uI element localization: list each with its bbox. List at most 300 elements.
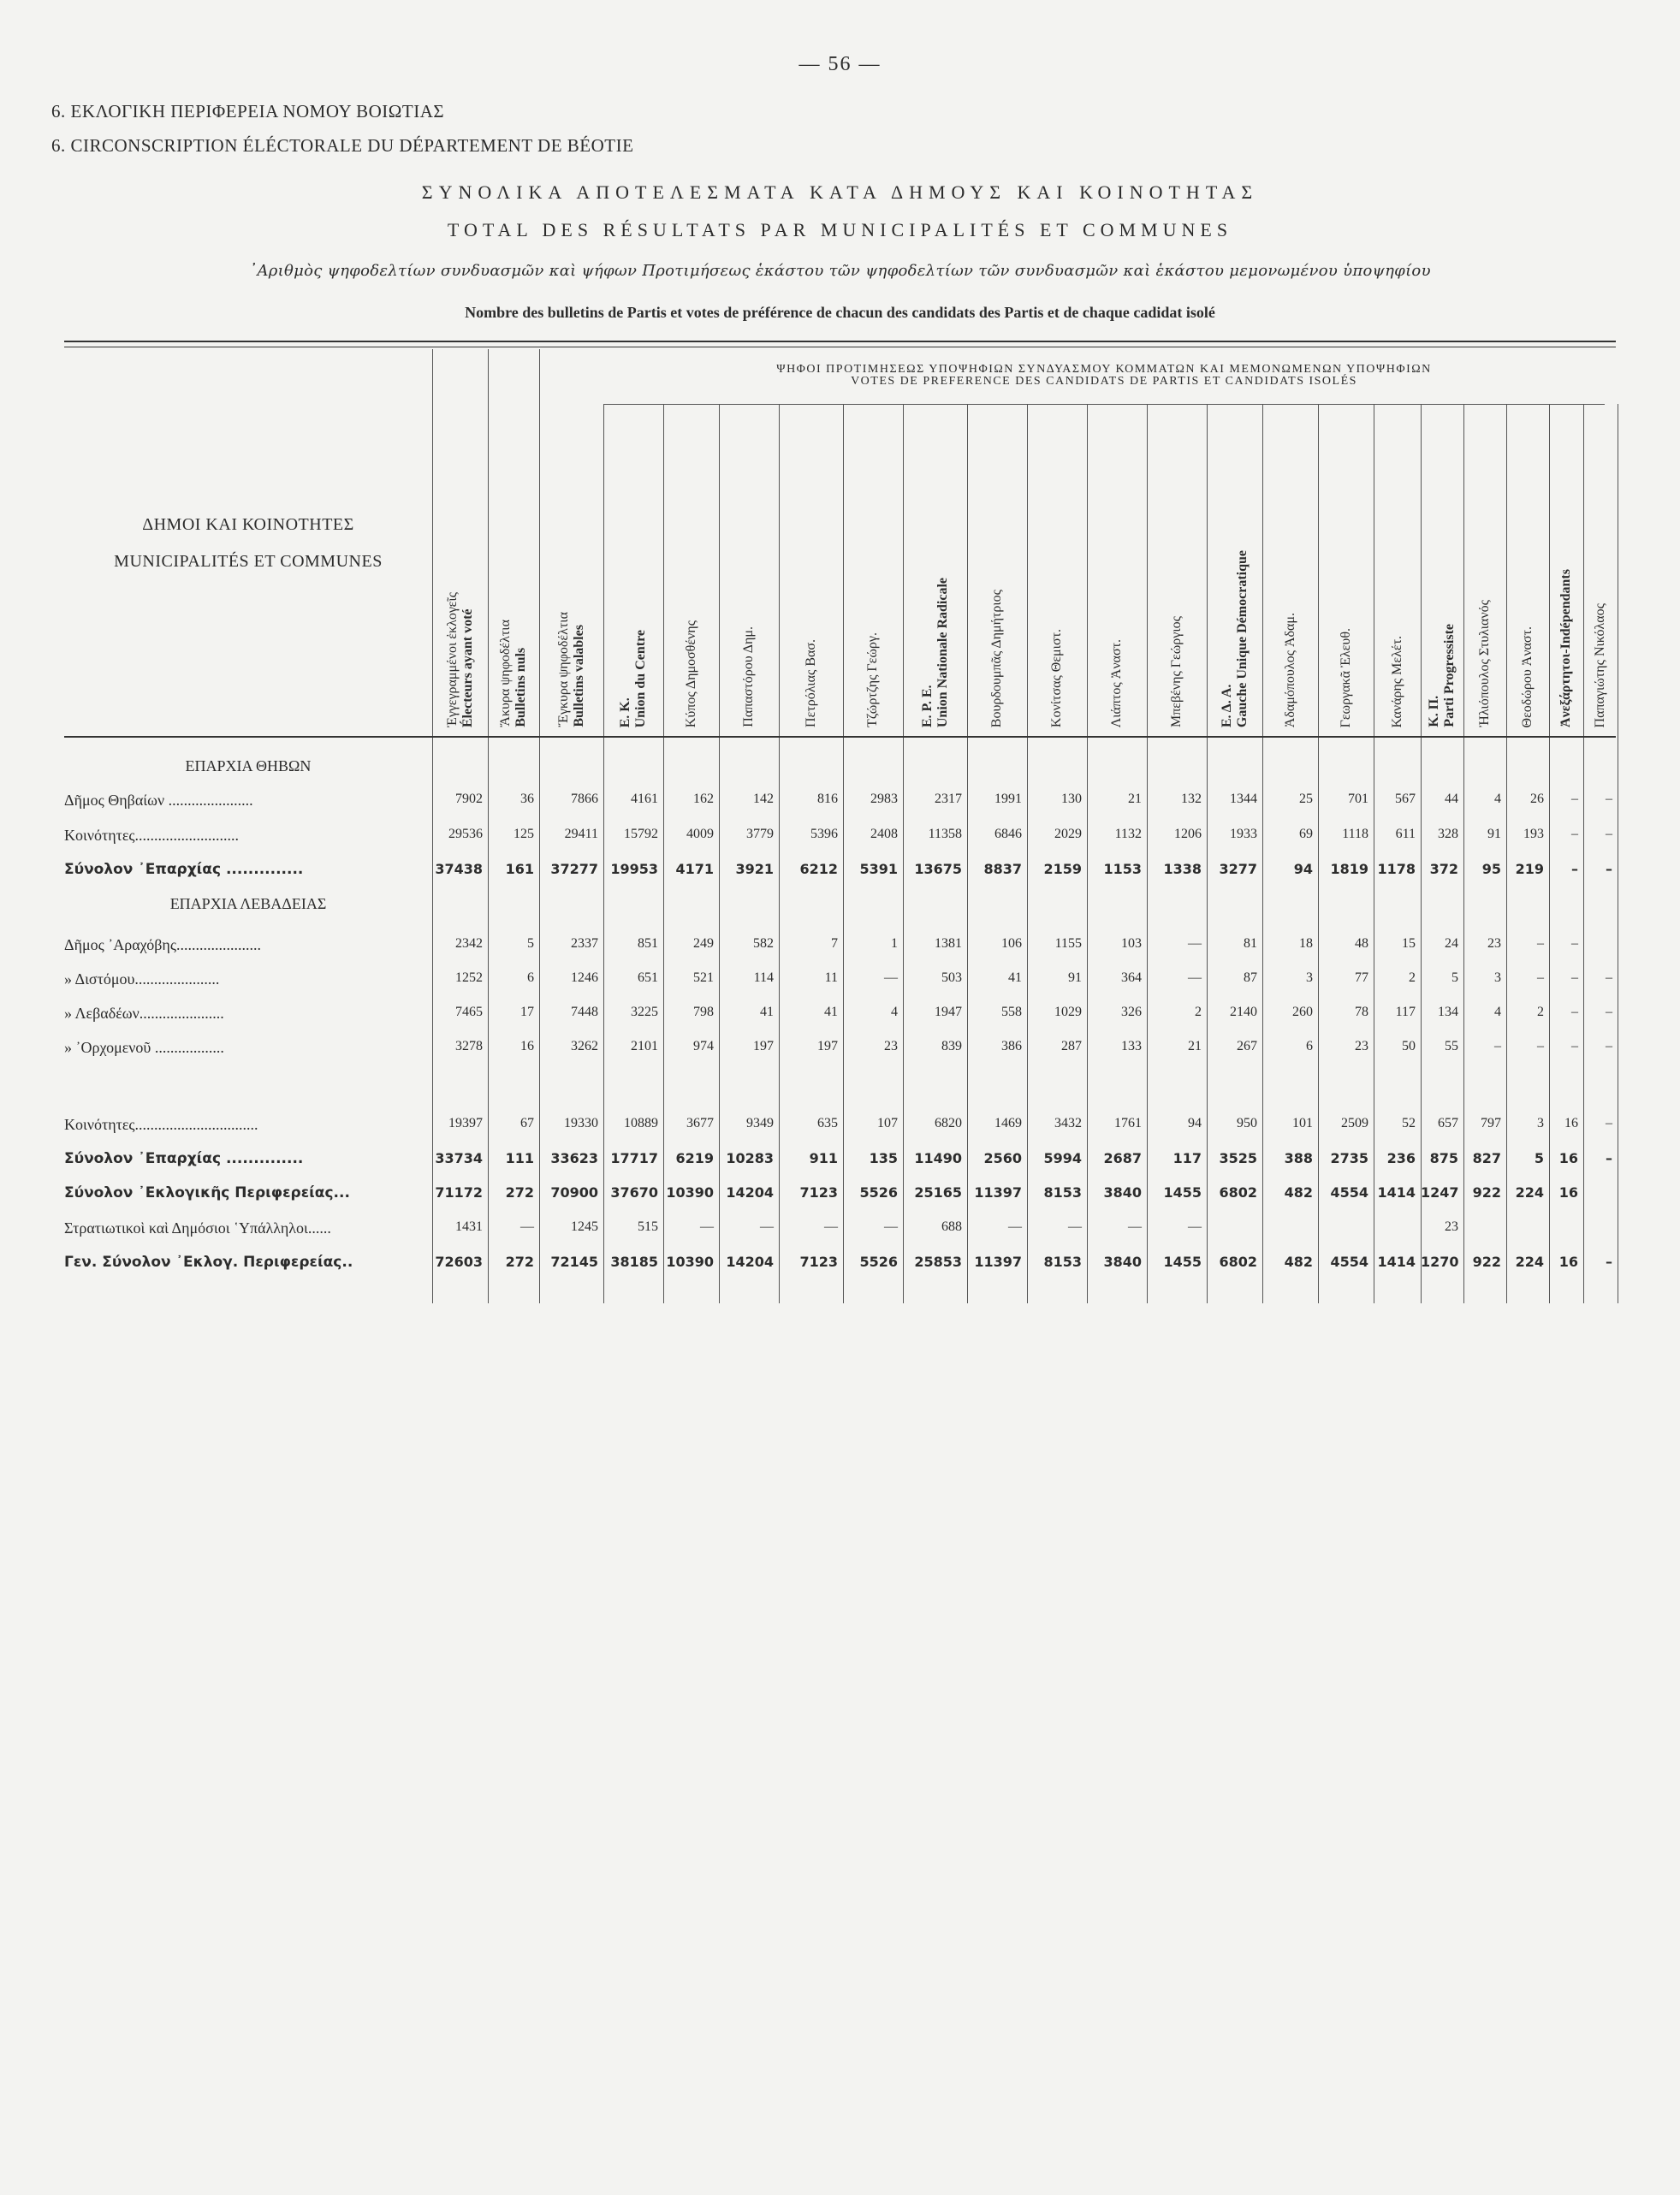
column-header-line1: Θεοδώρου Ἀναστ. [1520, 626, 1535, 727]
table-cell: 2 [1195, 1005, 1202, 1019]
table-row [0, 1150, 1680, 1184]
top-rule [64, 341, 1616, 342]
table-cell: – [1606, 792, 1612, 806]
table-cell: 1 [891, 936, 898, 951]
row-label: » ᾿Ορχομενοῦ .................. [64, 1039, 224, 1056]
table-cell: 797 [1481, 1116, 1501, 1130]
column-header-line1: Ε. Ρ. Ε. [919, 685, 935, 727]
table-cell: – [1606, 861, 1612, 877]
heading-greek: 6. ΕΚΛΟΓΙΚΗ ΠΕΡΙΦΕΡΕΙΑ ΝΟΜΟΥ ΒΟΙΩΤΙΑΣ [51, 101, 445, 122]
column-header [1477, 600, 1493, 727]
table-cell: 41 [1008, 970, 1022, 985]
table-cell: 5396 [810, 827, 838, 841]
table-cell: 7465 [455, 1005, 483, 1019]
table-cell: 651 [638, 970, 658, 985]
table-cell: 135 [869, 1150, 898, 1166]
table-cell: 503 [941, 970, 962, 985]
table-cell: 1206 [1174, 827, 1202, 841]
table-cell: 17717 [610, 1150, 658, 1166]
column-header [1390, 636, 1405, 728]
table-cell: 91 [1487, 827, 1501, 841]
table-cell: 41 [760, 1005, 774, 1019]
table-cell: 106 [1001, 936, 1022, 951]
table-cell: 52 [1402, 1116, 1416, 1130]
table-cell: 133 [1121, 1039, 1142, 1053]
table-cell: 260 [1292, 1005, 1313, 1019]
table-cell: 7902 [455, 792, 483, 806]
table-cell: 132 [1181, 792, 1202, 806]
table-cell: – [1494, 1039, 1501, 1053]
table-cell: 55 [1445, 1039, 1458, 1053]
table-cell: 5526 [859, 1184, 898, 1201]
table-cell: 6 [527, 970, 534, 985]
table-cell: 77 [1355, 970, 1368, 985]
table-cell: — [884, 970, 898, 985]
table-cell: 25 [1299, 792, 1313, 806]
table-cell: 3262 [571, 1039, 598, 1053]
table-cell: 70900 [550, 1184, 598, 1201]
table-cell: 10390 [666, 1184, 714, 1201]
table-cell: 224 [1515, 1184, 1544, 1201]
table-cell: 567 [1395, 792, 1416, 806]
table-cell: 364 [1121, 970, 1142, 985]
table-cell: 10889 [624, 1116, 658, 1130]
table-cell: – [1606, 1116, 1612, 1130]
table-cell: 5526 [859, 1254, 898, 1270]
table-cell: 611 [1395, 827, 1416, 841]
table-cell: 482 [1284, 1254, 1313, 1270]
table-cell: 130 [1061, 792, 1082, 806]
table-cell: 18 [1299, 936, 1313, 951]
column-header [1169, 616, 1184, 727]
table-cell: 5 [1451, 970, 1458, 985]
column-header-line2: Électeurs ayant voté [460, 608, 475, 727]
table-cell: 1431 [455, 1219, 483, 1234]
table-cell: 657 [1438, 1116, 1458, 1130]
table-cell: – [1571, 1039, 1578, 1053]
table-cell: 16 [1558, 1184, 1578, 1201]
table-cell: – [1537, 970, 1544, 985]
table-cell: 26 [1530, 792, 1544, 806]
table-cell: 13675 [914, 861, 962, 877]
table-cell: 5 [1534, 1150, 1544, 1166]
table-cell: 4161 [631, 792, 658, 806]
column-header-line1: Ἄκυρα ψηφοδέλτια [498, 620, 513, 727]
table-cell: 911 [809, 1150, 838, 1166]
table-cell: 15792 [624, 827, 658, 841]
table-cell: 6219 [675, 1150, 714, 1166]
table-cell: – [1606, 1254, 1612, 1270]
table-cell: 3525 [1219, 1150, 1257, 1166]
table-cell: 974 [693, 1039, 714, 1053]
title-greek: ΣΥΝΟΛΙΚΑ ΑΠΟΤΕΛΕΣΜΑΤΑ ΚΑΤΑ ΔΗΜΟΥΣ ΚΑΙ ΚΟΙΝΟΤΗΤΑΣ [421, 181, 1259, 203]
table-row [0, 1184, 1680, 1219]
table-cell: 2687 [1103, 1150, 1142, 1166]
column-header [1283, 613, 1298, 727]
row-label: Στρατιωτικοὶ καὶ Δημόσιοι ῾Υπάλληλοι...... [64, 1219, 331, 1237]
table-cell: 816 [817, 792, 838, 806]
page-number: — 56 — [798, 53, 882, 75]
table-cell: 1933 [1230, 827, 1257, 841]
table-cell: 6 [1306, 1039, 1313, 1053]
table-cell: 87 [1244, 970, 1257, 985]
table-cell: — [1188, 1219, 1202, 1234]
table-cell: — [1188, 936, 1202, 951]
table-cell: 1991 [994, 792, 1022, 806]
table-cell: 8837 [983, 861, 1022, 877]
table-cell: 7123 [799, 1254, 838, 1270]
column-header [445, 592, 476, 727]
table-cell: 1029 [1054, 1005, 1082, 1019]
table-cell: 2140 [1230, 1005, 1257, 1019]
table-cell: 482 [1284, 1184, 1313, 1201]
title-french: TOTAL DES RÉSULTATS PAR MUNICIPALITÉS ET COMMUNES [447, 219, 1233, 240]
table-cell: 107 [877, 1116, 898, 1130]
table-cell: 16 [1558, 1150, 1578, 1166]
table-cell: 688 [941, 1219, 962, 1234]
table-cell: 2 [1537, 1005, 1544, 1019]
table-cell: 1761 [1114, 1116, 1142, 1130]
table-cell: 1118 [1342, 827, 1368, 841]
column-header-line1: Ἀδαμόπουλος Ἀδαμ. [1282, 612, 1297, 727]
table-cell: 827 [1472, 1150, 1501, 1166]
table-cell: 21 [1128, 792, 1142, 806]
table-cell: 14204 [726, 1254, 774, 1270]
table-cell: – [1606, 1150, 1612, 1166]
column-header-line2: Parti Progressiste [1442, 624, 1457, 727]
heading-french: 6. CIRCONSCRIPTION ÉLÉCTORALE DU DÉPARTEMENT DE BÉOTIE [51, 135, 634, 156]
column-header-line2: Bulletins valables [571, 625, 586, 727]
table-cell: 1153 [1103, 861, 1142, 877]
table-cell: 37438 [435, 861, 483, 877]
table-cell: 15 [1402, 936, 1416, 951]
table-cell: 582 [753, 936, 774, 951]
table-cell: – [1606, 1005, 1612, 1019]
table-cell: – [1606, 827, 1612, 841]
table-cell: — [1188, 970, 1202, 985]
column-header [1049, 629, 1065, 727]
column-header [1427, 624, 1457, 727]
table-cell: 635 [817, 1116, 838, 1130]
table-cell: 134 [1438, 1005, 1458, 1019]
table-cell: – [1537, 1039, 1544, 1053]
table-cell: 224 [1515, 1254, 1544, 1270]
table-cell: 236 [1386, 1150, 1416, 1166]
table-cell: 2509 [1341, 1116, 1368, 1130]
column-header-line1: Λιάπτος Ἀναστ. [1109, 638, 1124, 727]
table-cell: 48 [1355, 936, 1368, 951]
table-cell: — [824, 1219, 838, 1234]
table-cell: 16 [1558, 1254, 1578, 1270]
table-cell: 3432 [1054, 1116, 1082, 1130]
table-cell: 839 [941, 1039, 962, 1053]
table-cell: – [1571, 1005, 1578, 1019]
column-header [618, 630, 649, 727]
row-label: Κοινότητες................................ [64, 1116, 258, 1133]
group-header-french: VOTES DE PREFERENCE DES CANDIDATS DE PARTIS ET CANDIDATS ISOLÉS [851, 375, 1357, 388]
table-cell: 1469 [994, 1116, 1022, 1130]
table-cell: 37277 [550, 861, 598, 877]
section-title: ΕΠΑΡΧΙΑ ΘΗΒΩΝ [185, 757, 312, 774]
table-row [0, 936, 1680, 970]
table-cell: 1178 [1377, 861, 1416, 877]
table-cell: 36 [520, 792, 534, 806]
row-label: Σύνολον ᾿Επαρχίας .............. [64, 1150, 304, 1167]
table-cell: 16 [1564, 1116, 1578, 1130]
table-cell: 922 [1472, 1184, 1501, 1201]
table-cell: 72145 [550, 1254, 598, 1270]
column-header-line2: Union du Centre [633, 629, 648, 727]
table-cell: 3277 [1219, 861, 1257, 877]
table-cell: 851 [638, 936, 658, 951]
column-header-line1: Τζώρτζης Γεώργ. [865, 632, 880, 727]
table-cell: — [1008, 1219, 1022, 1234]
table-cell: 8153 [1043, 1184, 1082, 1201]
table-cell: 9349 [746, 1116, 774, 1130]
table-cell: 81 [1244, 936, 1257, 951]
table-cell: 19953 [610, 861, 658, 877]
column-header [556, 612, 587, 727]
table-cell: 2 [1409, 970, 1416, 985]
table-cell: 2317 [935, 792, 962, 806]
column-header [804, 639, 819, 727]
table-cell: 94 [1293, 861, 1313, 877]
table-cell: 17 [520, 1005, 534, 1019]
column-header-line1: Γεωργακᾶ Ἐλευθ. [1338, 627, 1353, 727]
table-cell: 1338 [1163, 861, 1202, 877]
section-row [0, 895, 1680, 929]
table-cell: 25853 [914, 1254, 962, 1270]
table-cell: 29411 [564, 827, 598, 841]
table-cell: 6802 [1219, 1254, 1257, 1270]
table-cell: 3 [1306, 970, 1313, 985]
row-label: Σύνολον ᾿Επαρχίας .............. [64, 861, 304, 878]
table-cell: — [760, 1219, 774, 1234]
table-cell: 1414 [1377, 1184, 1416, 1201]
table-cell: 2735 [1330, 1150, 1368, 1166]
table-cell: 798 [693, 1005, 714, 1019]
table-cell: 7 [831, 936, 838, 951]
table-cell: 4554 [1330, 1184, 1368, 1201]
table-cell: 29536 [448, 827, 483, 841]
row-label: » Λεβαδέων...................... [64, 1005, 224, 1022]
table-cell: 272 [505, 1184, 534, 1201]
column-header-line1: Ἐγγεγραμμένοι ἐκλογεῖς [444, 591, 460, 727]
table-cell: 2101 [631, 1039, 658, 1053]
table-cell: 558 [1001, 1005, 1022, 1019]
table-cell: 24 [1445, 936, 1458, 951]
table-cell: 25165 [914, 1184, 962, 1201]
table-cell: 11 [824, 970, 838, 985]
table-cell: 3 [1537, 1116, 1544, 1130]
table-cell: 4171 [675, 861, 714, 877]
table-cell: — [1068, 1219, 1082, 1234]
table-cell: 91 [1068, 970, 1082, 985]
table-cell: 521 [693, 970, 714, 985]
table-cell: — [520, 1219, 534, 1234]
table-cell: 3 [1494, 970, 1501, 985]
table-row [0, 1219, 1680, 1254]
header-bottom-rule [64, 736, 1616, 738]
table-cell: 1132 [1114, 827, 1142, 841]
table-row [0, 1005, 1680, 1039]
table-cell: 1252 [455, 970, 483, 985]
table-cell: 142 [753, 792, 774, 806]
table-cell: – [1571, 970, 1578, 985]
table-cell: 1155 [1054, 936, 1082, 951]
column-header-line2: Bulletins nuls [513, 648, 528, 727]
table-cell: 95 [1481, 861, 1501, 877]
table-cell: 3677 [686, 1116, 714, 1130]
table-cell: 875 [1429, 1150, 1458, 1166]
table-cell: 4009 [686, 827, 714, 841]
subtitle-greek: ᾿Αριθμὸς ψηφοδελτίων συνδυασμῶν καὶ ψήφων Προτιμήσεως ἑκάστου τῶν ψηφοδελτίων τῶν συνδυασμῶν καὶ ἑκάστου μεμονωμένου ὑποψηφίου [249, 262, 1431, 280]
column-header [1593, 603, 1608, 727]
table-cell: — [700, 1219, 714, 1234]
table-row [0, 1116, 1680, 1150]
column-header-line1: Κ. Π. [1427, 696, 1441, 727]
table-cell: 161 [505, 861, 534, 877]
table-cell: 1455 [1163, 1184, 1202, 1201]
table-cell: 78 [1355, 1005, 1368, 1019]
table-cell: 197 [753, 1039, 774, 1053]
table-cell: – [1571, 792, 1578, 806]
column-header [1339, 628, 1354, 727]
table-cell: 515 [638, 1219, 658, 1234]
table-cell: – [1606, 1039, 1612, 1053]
table-row [0, 1254, 1680, 1288]
table-cell: 103 [1121, 936, 1142, 951]
column-header [989, 590, 1005, 727]
table-cell: 69 [1299, 827, 1313, 841]
table-cell: 117 [1395, 1005, 1416, 1019]
column-header-line1: Ἠλιόπουλος Στυλιανός [1477, 600, 1492, 727]
table-cell: 6846 [994, 827, 1022, 841]
column-header [1558, 569, 1574, 727]
table-cell: 117 [1172, 1150, 1202, 1166]
table-cell: 1247 [1421, 1184, 1459, 1201]
table-cell: 3840 [1103, 1254, 1142, 1270]
table-cell: 1455 [1163, 1254, 1202, 1270]
column-header-line1: Μπεβένης Γεώργιος [1169, 615, 1184, 727]
column-header-line1: Ἀνεξάρτητοι-Indépendants [1558, 569, 1573, 727]
table-cell: 23 [1487, 936, 1501, 951]
table-cell: – [1537, 936, 1544, 951]
group-header-greek: ΨΗΦΟΙ ΠΡΟΤΙΜΗΣΕΩΣ ΥΠΟΨΗΦΙΩΝ ΣΥΝΔΥΑΣΜΟΥ ΚΟΜΜΑΤΩΝ ΚΑΙ ΜΕΜΟΝΩΜΕΝΩΝ ΥΠΟΨΗΦΙΩΝ [776, 363, 1432, 376]
column-header [865, 632, 881, 727]
table-cell: 67 [520, 1116, 534, 1130]
table-cell: 1947 [935, 1005, 962, 1019]
column-header-line2: Union Nationale Radicale [935, 577, 950, 727]
table-cell: 249 [693, 936, 714, 951]
table-cell: 386 [1001, 1039, 1022, 1053]
table-cell: 125 [513, 827, 534, 841]
table-cell: 23 [1445, 1219, 1458, 1234]
table-cell: 71172 [435, 1184, 483, 1201]
table-cell: 8153 [1043, 1254, 1082, 1270]
table-cell: 5391 [859, 861, 898, 877]
row-label: Δῆμος ᾿Αραχόβης...................... [64, 936, 261, 953]
group-header-rule [603, 404, 1605, 405]
table-cell: 21 [1188, 1039, 1202, 1053]
table-cell: 1381 [935, 936, 962, 951]
column-header-line1: Ἔγκυρα ψηφοδέλτια [555, 612, 571, 727]
column-header [920, 578, 951, 727]
column-header [1520, 626, 1535, 727]
table-row [0, 792, 1680, 826]
column-header-line1: Παπαγιώτης Νικόλαος [1593, 602, 1607, 727]
table-cell: 1344 [1230, 792, 1257, 806]
table-cell: 14204 [726, 1184, 774, 1201]
table-row [0, 970, 1680, 1005]
table-cell: 4 [1494, 792, 1501, 806]
section-row [0, 757, 1680, 792]
table-row [0, 827, 1680, 861]
column-header [684, 620, 699, 727]
table-cell: 7123 [799, 1184, 838, 1201]
table-cell: 4 [1494, 1005, 1501, 1019]
row-label: Κοινότητες........................... [64, 827, 240, 844]
column-header-line1: Κύπος Δημοσθένης [683, 620, 698, 727]
table-cell: 3921 [735, 861, 774, 877]
table-cell: 5994 [1043, 1150, 1082, 1166]
table-cell: 111 [505, 1150, 534, 1166]
table-cell: 19397 [448, 1116, 483, 1130]
row-label: » Διστόμου...................... [64, 970, 220, 988]
column-header-line1: Βουρδουμπᾶς Δημήτριος [989, 589, 1004, 727]
table-cell: 2983 [870, 792, 898, 806]
table-row [0, 861, 1680, 895]
table-cell: 6212 [799, 861, 838, 877]
column-header-line1: Κονίτσας Θεμιστ. [1049, 628, 1064, 727]
table-cell: 101 [1292, 1116, 1313, 1130]
table-cell: 193 [1523, 827, 1544, 841]
table-cell: 5 [527, 936, 534, 951]
table-cell: 197 [817, 1039, 838, 1053]
table-cell: 1270 [1421, 1254, 1459, 1270]
column-header-line1: Παπαστόρου Δημ. [741, 626, 756, 727]
row-label: Σύνολον ᾿Εκλογικῆς Περιφερείας... [64, 1184, 350, 1201]
section-title: ΕΠΑΡΧΙΑ ΛΕΒΑΔΕΙΑΣ [169, 895, 327, 912]
table-cell: 33734 [435, 1150, 483, 1166]
table-cell: 23 [1355, 1039, 1368, 1053]
table-cell: 7866 [571, 792, 598, 806]
table-cell: 38185 [610, 1254, 658, 1270]
table-cell: 3278 [455, 1039, 483, 1053]
table-cell: 6802 [1219, 1184, 1257, 1201]
table-cell: 922 [1472, 1254, 1501, 1270]
table-cell: 2029 [1054, 827, 1082, 841]
table-cell: 2337 [571, 936, 598, 951]
table-cell: 7448 [571, 1005, 598, 1019]
table-cell: 1414 [1377, 1254, 1416, 1270]
table-cell: 4554 [1330, 1254, 1368, 1270]
table-cell: 41 [824, 1005, 838, 1019]
table-cell: 326 [1121, 1005, 1142, 1019]
table-cell: 287 [1061, 1039, 1082, 1053]
table-cell: 3840 [1103, 1184, 1142, 1201]
table-cell: 6820 [935, 1116, 962, 1130]
column-header-line1: Ε. Κ. [618, 697, 632, 727]
table-cell: 94 [1188, 1116, 1202, 1130]
group-header [603, 364, 1605, 388]
table-cell: — [884, 1219, 898, 1234]
column-header [1109, 639, 1125, 727]
table-cell: 33623 [550, 1150, 598, 1166]
table-cell: 72603 [435, 1254, 483, 1270]
table-cell: 11397 [974, 1184, 1022, 1201]
table-cell: 219 [1515, 861, 1544, 877]
